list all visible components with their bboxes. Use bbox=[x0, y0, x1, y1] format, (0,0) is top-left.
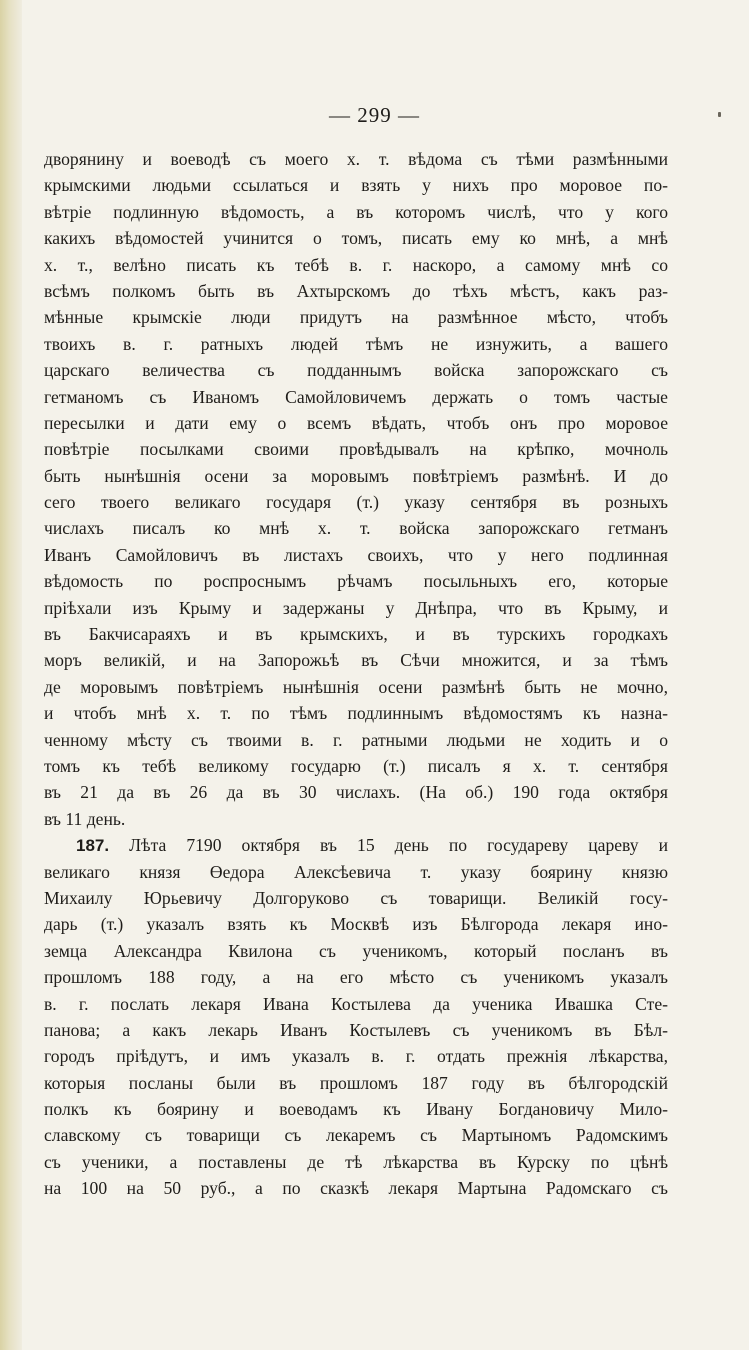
paragraph-187 bbox=[44, 832, 668, 1201]
text-line: дарь (т.) указалъ взять къ Москвѣ изъ Бѣлгорода лекаря ино- bbox=[44, 914, 668, 935]
entry-number: 187. bbox=[76, 836, 110, 856]
paragraph-continued bbox=[44, 146, 668, 832]
text-line: вѣтріе подлинную вѣдомость, а въ которомъ числѣ, что у кого bbox=[44, 201, 668, 222]
text-line: въ 11 день. bbox=[44, 808, 126, 829]
text-line: дворянину и воеводѣ съ моего х. т. вѣдома съ тѣми размѣнными bbox=[44, 149, 668, 169]
text-line: полкъ къ боярину и воеводамъ къ Ивану Богдановичу Мило- bbox=[44, 1099, 668, 1120]
text-line: томъ къ тебѣ великому государю (т.) писалъ я х. т. сентября bbox=[44, 755, 668, 776]
text-line: быть нынѣшнія осени за моровымъ повѣтріемъ размѣнѣ. И до bbox=[44, 465, 668, 486]
text-line: твоихъ в. г. ратныхъ людей тѣмъ не изнужить, а вашего bbox=[44, 333, 668, 354]
text-line: моръ великій, и на Запорожьѣ въ Сѣчи множится, и за тѣмъ bbox=[44, 650, 668, 671]
text-line: славскому съ товарищи съ лекаремъ съ Мартыномъ Радомскимъ bbox=[44, 1125, 668, 1146]
text-line: земца Александра Квилона съ ученикомъ, который посланъ въ bbox=[44, 940, 668, 961]
text-line: повѣтріе посылками своими провѣдывалъ на крѣпко, мочноль bbox=[44, 439, 668, 460]
paragraph-first-line bbox=[44, 832, 668, 858]
text-line: де моровымъ повѣтріемъ нынѣшнія осени размѣнѣ быть не мочно, bbox=[44, 676, 668, 697]
text-line: съ ученики, а поставлены де тѣ лѣкарства въ Курску по цѣнѣ bbox=[44, 1151, 668, 1172]
text-line: на 100 на 50 руб., а по сказкѣ лекаря Мартына Радомскаго съ bbox=[44, 1178, 668, 1199]
text-line: городъ пріѣдутъ, и имъ указалъ в. г. отдать прежнія лѣкарства, bbox=[44, 1046, 668, 1067]
text-line: сего твоего великаго государя (т.) указу сентября въ розныхъ bbox=[44, 492, 668, 513]
text-line: мѣнные крымскіе люди придутъ на размѣнное мѣсто, чтобъ bbox=[44, 307, 668, 328]
text-line: въ Бакчисараяхъ и въ крымскихъ, и въ турскихъ городкахъ bbox=[44, 624, 668, 645]
text-line: Михаилу Юрьевичу Долгоруково съ товарищи. Великій госу- bbox=[44, 887, 668, 908]
text-line: и чтобъ мнѣ х. т. по тѣмъ подлиннымъ вѣдомостямъ къ назна- bbox=[44, 703, 668, 724]
text-line: х. т., велѣно писать къ тебѣ в. г. наскоро, а самому мнѣ со bbox=[44, 254, 668, 275]
text-line: какихъ вѣдомостей учинится о томъ, писать ему ко мнѣ, а мнѣ bbox=[44, 228, 668, 249]
text-line: в. г. послать лекаря Ивана Костылева да ученика Ивашка Сте- bbox=[44, 993, 668, 1014]
text-line: вѣдомость по роспроснымъ рѣчамъ посыльныхъ его, которые bbox=[44, 571, 668, 592]
text-line: панова; а какъ лекарь Иванъ Костылевъ съ ученикомъ въ Бѣл- bbox=[44, 1019, 668, 1040]
page-number: — 299 — bbox=[329, 103, 420, 127]
body-text bbox=[44, 146, 668, 1202]
text-line: которыя посланы были въ прошломъ 187 году въ бѣлгородскій bbox=[44, 1072, 668, 1093]
text-line: пріѣхали изъ Крыму и задержаны у Днѣпра, что въ Крыму, и bbox=[44, 597, 668, 618]
page-spine-edge bbox=[0, 0, 22, 1350]
text-line: прошломъ 188 году, а на его мѣсто съ ученикомъ указалъ bbox=[44, 967, 668, 988]
text-line: пересылки и дати ему о всемъ вѣдать, чтобъ онъ про моровое bbox=[44, 412, 668, 433]
text-line: великаго князя Өедора Алексѣевича т. указу боярину князю bbox=[44, 861, 668, 882]
text-line: Иванъ Самойловичъ въ листахъ своихъ, что у него подлинная bbox=[44, 544, 668, 565]
text-line: царскаго величества съ подданнымъ войска запорожскаго съ bbox=[44, 360, 668, 381]
text-line: ченному мѣсту съ твоими в. г. ратными людьми не ходить и о bbox=[44, 729, 668, 750]
text-line: всѣмъ полкомъ быть въ Ахтырскомъ до тѣхъ мѣстъ, какъ раз- bbox=[44, 280, 668, 301]
text-line: крымскими людьми ссылаться и взять у нихъ про моровое по- bbox=[44, 175, 668, 196]
text-line: числахъ писалъ ко мнѣ х. т. войска запорожскаго гетманъ bbox=[44, 518, 668, 539]
text-line: въ 21 да въ 26 да въ 30 числахъ. (На об.) 190 года октября bbox=[44, 782, 668, 803]
first-line-text: Лѣта 7190 октября въ 15 день по государеву цареву и bbox=[129, 835, 668, 856]
text-line: гетманомъ съ Иваномъ Самойловичемъ держать о томъ частые bbox=[44, 386, 668, 407]
